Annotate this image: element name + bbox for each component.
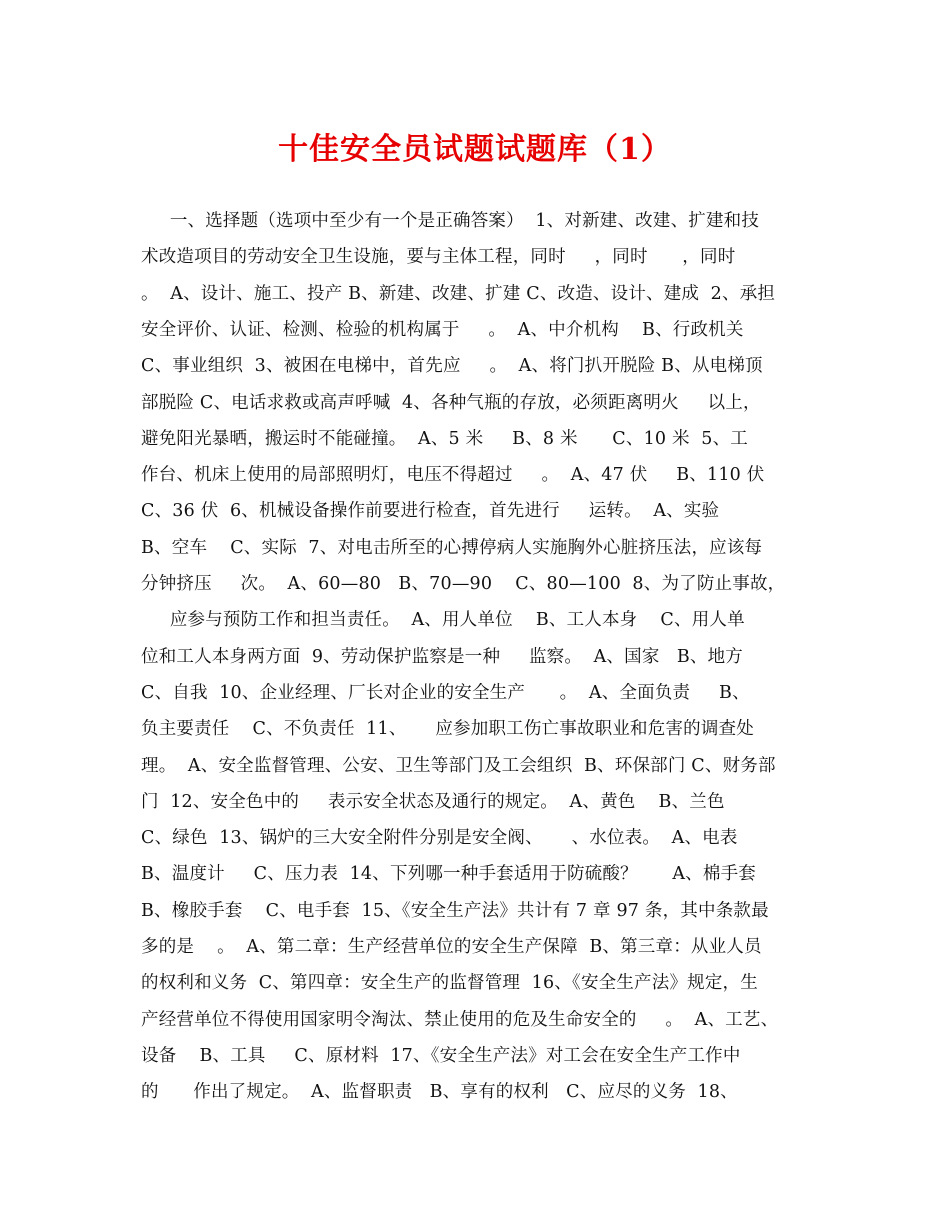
text-line: 多的是 。 A、第二章：生产经营单位的安全生产保障 B、第三章：从业人员 <box>141 937 762 957</box>
text-line: C、绿色 13、锅炉的三大安全附件分别是安全阀、 、水位表。 A、电表 <box>141 828 738 849</box>
text-line: 应参与预防工作和担当责任。 A、用人单位 B、工人本身 C、用人单 <box>141 610 745 631</box>
text-line: 设备 B、工具 C、原材料 17、《安全生产法》对工会在安全生产工作中 <box>141 1045 741 1066</box>
text-line: 负主要责任 C、不负责任 11、 应参加职工伤亡事故职业和危害的调查处 <box>141 719 754 740</box>
text-line: C、36 伏 6、机械设备操作前要进行检查，首先进行 运转。 A、实验 <box>141 501 720 522</box>
text-line: 的权利和义务 C、第四章：安全生产的监督管理 16、《安全生产法》规定，生 <box>141 973 758 994</box>
text-line: B、温度计 C、压力表 14、下列哪一种手套适用于防硫酸？ A、棉手套 <box>141 864 756 885</box>
text-line: 的 作出了规定。 A、监督职责 B、享有的权利 C、应尽的义务 18、 <box>141 1082 738 1103</box>
text-line: B、橡胶手套 C、电手套 15、《安全生产法》共计有 7 章 97 条，其中条款最 <box>141 900 769 921</box>
text-line: 避免阳光暴晒，搬运时不能碰撞。 A、5 米 B、8 米 C、10 米 5、工 <box>141 428 748 449</box>
text-line: 术改造项目的劳动安全卫生设施，要与主体工程，同时 ，同时 ，同时 <box>141 247 736 268</box>
text-line: B、空车 C、实际 7、对电击所至的心搏停病人实施胸外心脏挤压法，应该每 <box>141 537 763 558</box>
text-line: 安全评价、认证、检测、检验的机构属于 。 A、中介机构 B、行政机关 <box>141 319 744 340</box>
text-line: 理。 A、安全监督管理、公安、卫生等部门及工会组织 B、环保部门 C、财务部 <box>141 755 776 776</box>
text-line: 门 12、安全色中的 表示安全状态及通行的规定。 A、黄色 B、兰色 <box>141 791 725 812</box>
text-line: 位和工人本身两方面 9、劳动保护监察是一种 监察。 A、国家 B、地方 <box>141 646 743 667</box>
text-line: 作台、机床上使用的局部照明灯，电压不得超过 。 A、47 伏 B、110 伏 <box>141 465 765 486</box>
text-line: C、事业组织 3、被困在电梯中，首先应 。 A、将门扒开脱险 B、从电梯顶 <box>141 356 763 377</box>
text-line: 。 A、设计、施工、投产 B、新建、改建、扩建 C、改造、设计、建成 2、承担 <box>141 283 776 304</box>
text-line: 分钟挤压 次。 A、60—80 B、70—90 C、80—100 8、为了防止事故， <box>141 574 786 594</box>
text-line: 产经营单位不得使用国家明令淘汰、禁止使用的危及生命安全的 。 A、工艺、 <box>141 1009 779 1030</box>
text-line: 一、选择题（选项中至少有一个是正确答案） 1、对新建、改建、扩建和技 <box>141 211 760 231</box>
text-line: C、自我 10、企业经理、厂长对企业的安全生产 。 A、全面负责 B、 <box>141 682 750 703</box>
text-line: 部脱险 C、电话求救或高声呼喊 4、各种气瓶的存放，必须距离明火 以上， <box>141 392 761 413</box>
document-title: 十佳安全员试题试题库（1） <box>278 132 672 167</box>
